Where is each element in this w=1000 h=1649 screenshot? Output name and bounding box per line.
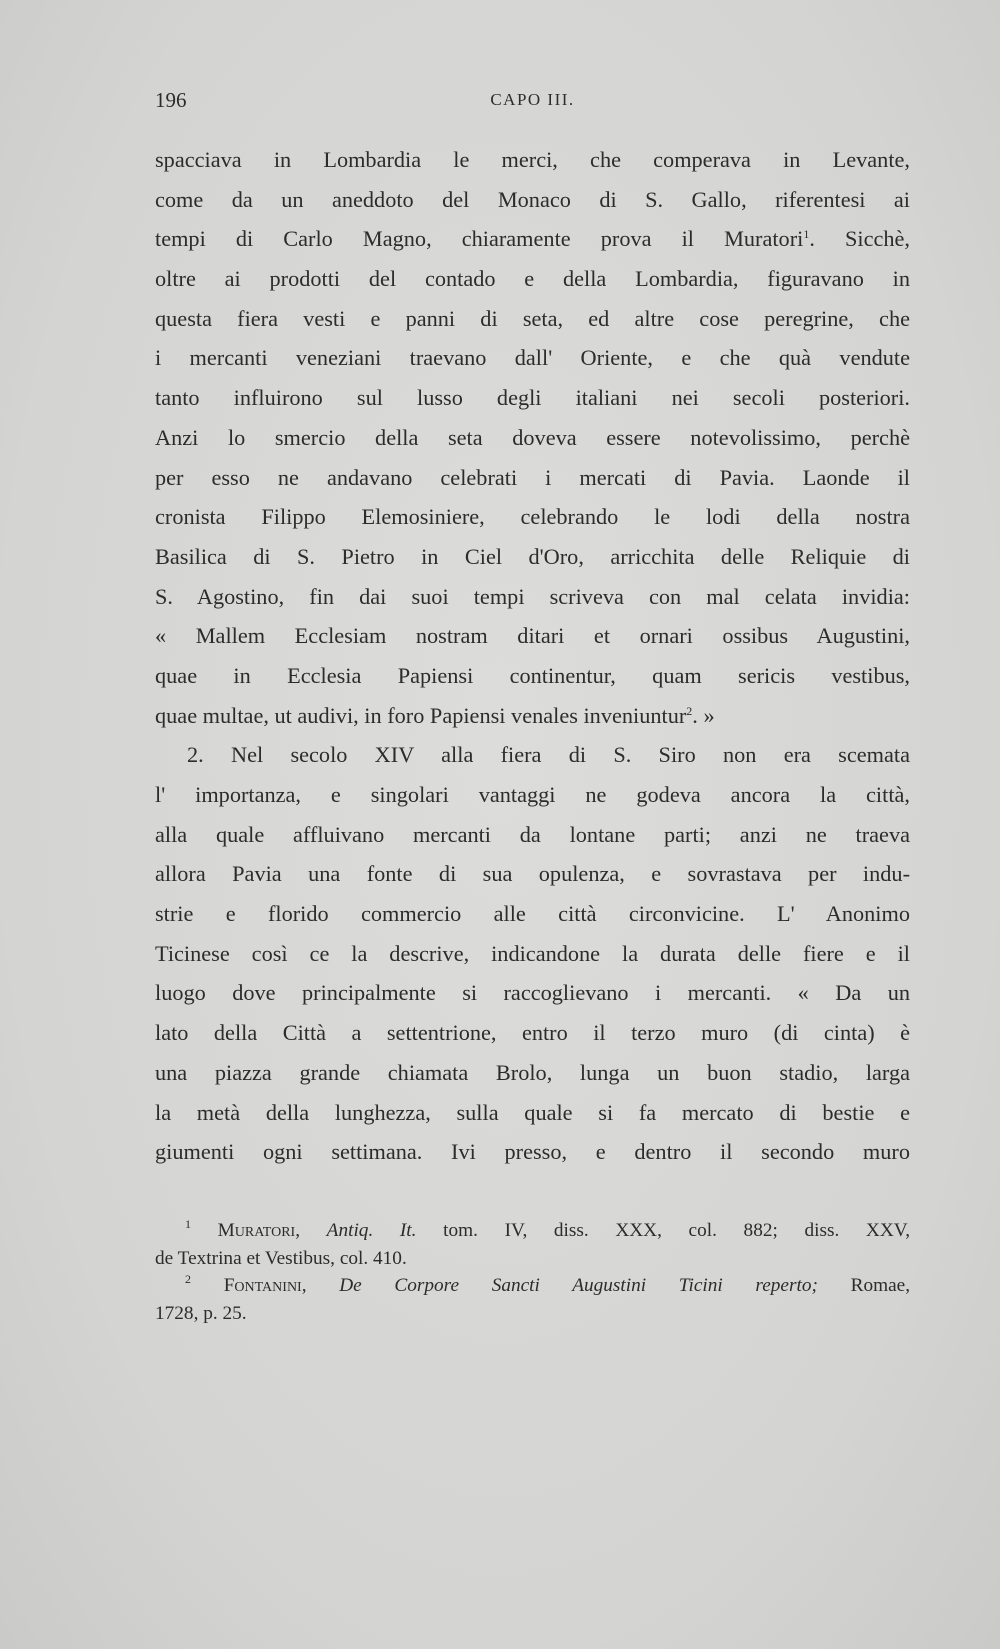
running-head: CAPO III. bbox=[490, 90, 575, 109]
text-line: la metà della lunghezza, sulla quale si fa mercato di bestie e bbox=[155, 1099, 910, 1125]
text-line: oltre ai prodotti del contado e della Lombardia, figuravano in bbox=[155, 266, 910, 292]
text-line: Basilica di S. Pietro in Ciel d'Oro, arricchita delle Reliquie di bbox=[155, 543, 910, 569]
text-line: i mercanti veneziani traevano dall' Oriente, e che quà vendute bbox=[155, 345, 910, 371]
footnote-1-cont: de Textrina et Vestibus, col. 410. bbox=[155, 1247, 407, 1269]
text-line: come da un aneddoto del Monaco di S. Gallo, riferentesi ai bbox=[155, 186, 910, 212]
footnote-ref: 2 bbox=[686, 703, 693, 718]
text-line: per esso ne andavano celebrati i mercati di Pavia. Laonde il bbox=[155, 464, 910, 490]
text-line: tanto influirono sul lusso degli italiani nei secoli posteriori. bbox=[155, 385, 910, 411]
text-line: « Mallem Ecclesiam nostram ditari et ornari ossibus Augustini, bbox=[155, 623, 910, 649]
text-line: quae multae, ut audivi, in foro Papiensi venales inveniuntur$^2$. » bbox=[155, 702, 715, 728]
text-line: giumenti ogni settimana. Ivi presso, e dentro il secondo muro bbox=[155, 1139, 910, 1165]
text-line: una piazza grande chiamata Brolo, lunga un buon stadio, larga bbox=[155, 1059, 910, 1085]
text-line: strie e florido commercio alle città circonvicine. L' Anonimo bbox=[155, 901, 910, 927]
footnote-number: 1 bbox=[185, 1217, 191, 1231]
page-header bbox=[155, 88, 910, 122]
text-line: luogo dove principalmente si raccoglievano i mercanti. « Da un bbox=[155, 980, 910, 1006]
text-line: alla quale affluivano mercanti da lontane parti; anzi ne traeva bbox=[155, 821, 910, 847]
text-line: l' importanza, e singolari vantaggi ne godeva ancora la città, bbox=[155, 782, 910, 807]
footnote-1: $^1$ Muratori, Antiq. It. tom. IV, diss. XXX, col. 882; diss. XXV, bbox=[185, 1217, 910, 1241]
footnote-ref: 1 bbox=[803, 227, 810, 242]
text-line: questa fiera vesti e panni di seta, ed altre cose peregrine, che bbox=[155, 305, 910, 331]
text-line: lato della Città a settentrione, entro il terzo muro (di cinta) è bbox=[155, 1020, 910, 1046]
text-line: allora Pavia una fonte di sua opulenza, e sovrastava per indu- bbox=[155, 861, 910, 887]
text-line: S. Agostino, fin dai suoi tempi scriveva con mal celata invidia: bbox=[155, 583, 910, 609]
text-line: spacciava in Lombardia le merci, che comperava in Levante, bbox=[155, 147, 910, 172]
footnote-2-cont: 1728, p. 25. bbox=[155, 1302, 247, 1324]
text-line: cronista Filippo Elemosiniere, celebrando le lodi della nostra bbox=[155, 504, 910, 530]
paragraph-start: 2. Nel secolo XIV alla fiera di S. Siro non era scemata bbox=[187, 742, 910, 768]
text-line: Anzi lo smercio della seta doveva essere notevolissimo, perchè bbox=[155, 424, 910, 450]
body-text bbox=[155, 140, 910, 1172]
footnote-2: $^2$ Fontanini, De Corpore Sancti Augustini Ticini reperto; Romae, bbox=[185, 1272, 910, 1296]
footnotes bbox=[155, 1217, 910, 1327]
page-number: 196 bbox=[155, 88, 187, 112]
text-line: tempi di Carlo Magno, chiaramente prova il Muratori$^1$. Sicchè, bbox=[155, 226, 910, 252]
footnote-number: 2 bbox=[185, 1272, 191, 1286]
text-line: Ticinese così ce la descrive, indicandone la durata delle fiere e il bbox=[155, 940, 910, 966]
text-line: quae in Ecclesia Papiensi continentur, quam sericis vestibus, bbox=[155, 662, 910, 688]
